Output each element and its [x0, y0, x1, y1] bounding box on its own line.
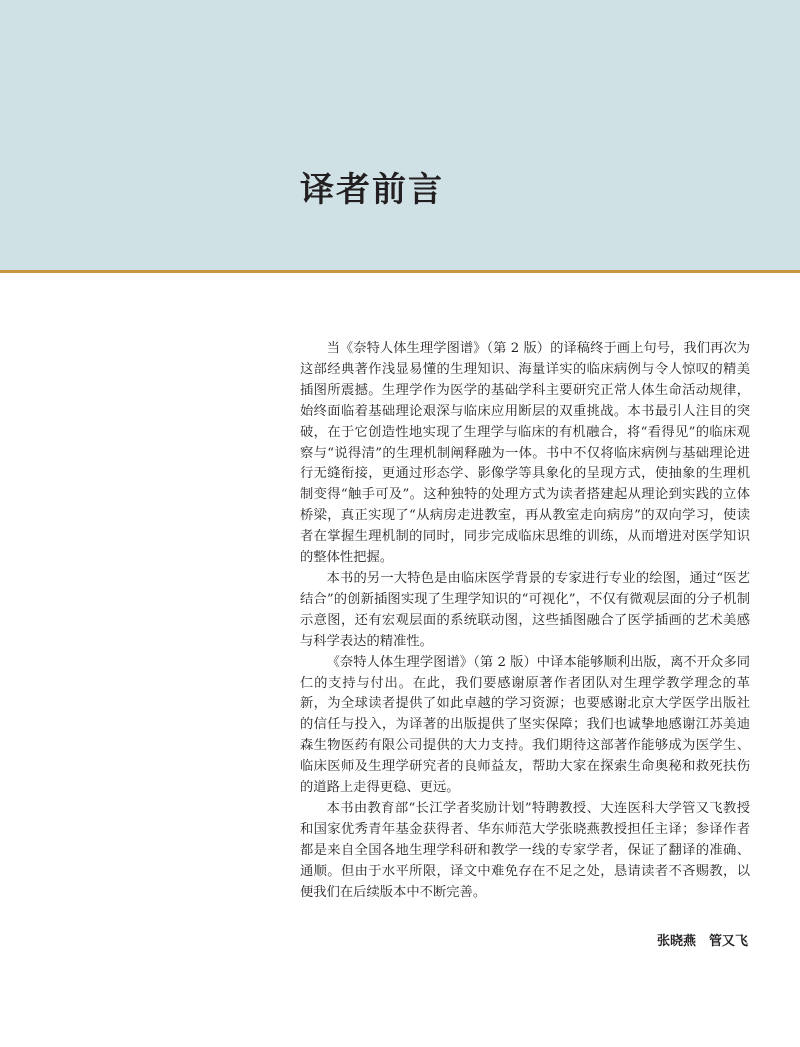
paragraph-3: 《奈特人体生理学图谱》（第 2 版）中译本能够顺利出版，离不开众多同仁的支持与付出。在此，我们要感谢原著作者团队对生理学教学理念的革新，为全球读者提供了如此卓越的学习资源；也要感谢北京大学医学出版社的信任与投入，为译著的出版提供了坚实保障；我们也诚挚地感谢江苏美迪森生物医药有限公司提供的大力支持。我们期待这部著作能够成为医学生、临床医师及生理学研究者的良师益友，帮助大家在探索生命奥秘和救死扶伤的道路上走得更稳、更远。 — [300, 654, 750, 796]
preface-body — [300, 339, 750, 903]
header-band — [0, 0, 800, 271]
page-title: 译者前言 — [300, 170, 444, 210]
header-rule — [0, 270, 800, 273]
paragraph-4: 本书由教育部“长江学者奖励计划”特聘教授、大连医科大学管又飞教授和国家优秀青年基金获得者、华东师范大学张晓燕教授担任主译；参译作者都是来自全国各地生理学科研和教学一线的专家学者，保证了翻译的准确、通顺。但由于水平所限，译文中难免存在不足之处，恳请读者不吝赐教，以便我们在后续版本中不断完善。 — [300, 800, 750, 900]
paragraph-2: 本书的另一大特色是由临床医学背景的专家进行专业的绘图，通过“医艺结合”的创新插图实现了生理学知识的“可视化”，不仅有微观层面的分子机制示意图，还有宏观层面的系统联动图，这些插图融合了医学插画的艺术美感与科学表达的精准性。 — [300, 570, 750, 649]
translator-signature: 张晓燕 管又飞 — [656, 934, 748, 949]
paragraph-1: 当《奈特人体生理学图谱》（第 2 版）的译稿终于画上句号，我们再次为这部经典著作浅显易懂的生理知识、海量详实的临床病例与令人惊叹的精美插图所震撼。生理学作为医学的基础学科主要研究正常人体生命活动规律，始终面临着基础理论艰深与临床应用断层的双重挑战。本书最引人注目的突破，在于它创造性地实现了生理学与临床的有机融合，将“看得见”的临床观察与“说得清”的生理机制阐释融为一体。书中不仅将临床病例与基础理论进行无缝衔接，更通过形态学、影像学等具象化的呈现方式，使抽象的生理机制变得“触手可及”。这种独特的处理方式为读者搭建起从理论到实践的立体桥梁，真正实现了“从病房走进教室，再从教室走向病房”的双向学习，使读者在掌握生理机制的同时，同步完成临床思维的训练，从而增进对医学知识的整体性把握。 — [300, 341, 750, 566]
